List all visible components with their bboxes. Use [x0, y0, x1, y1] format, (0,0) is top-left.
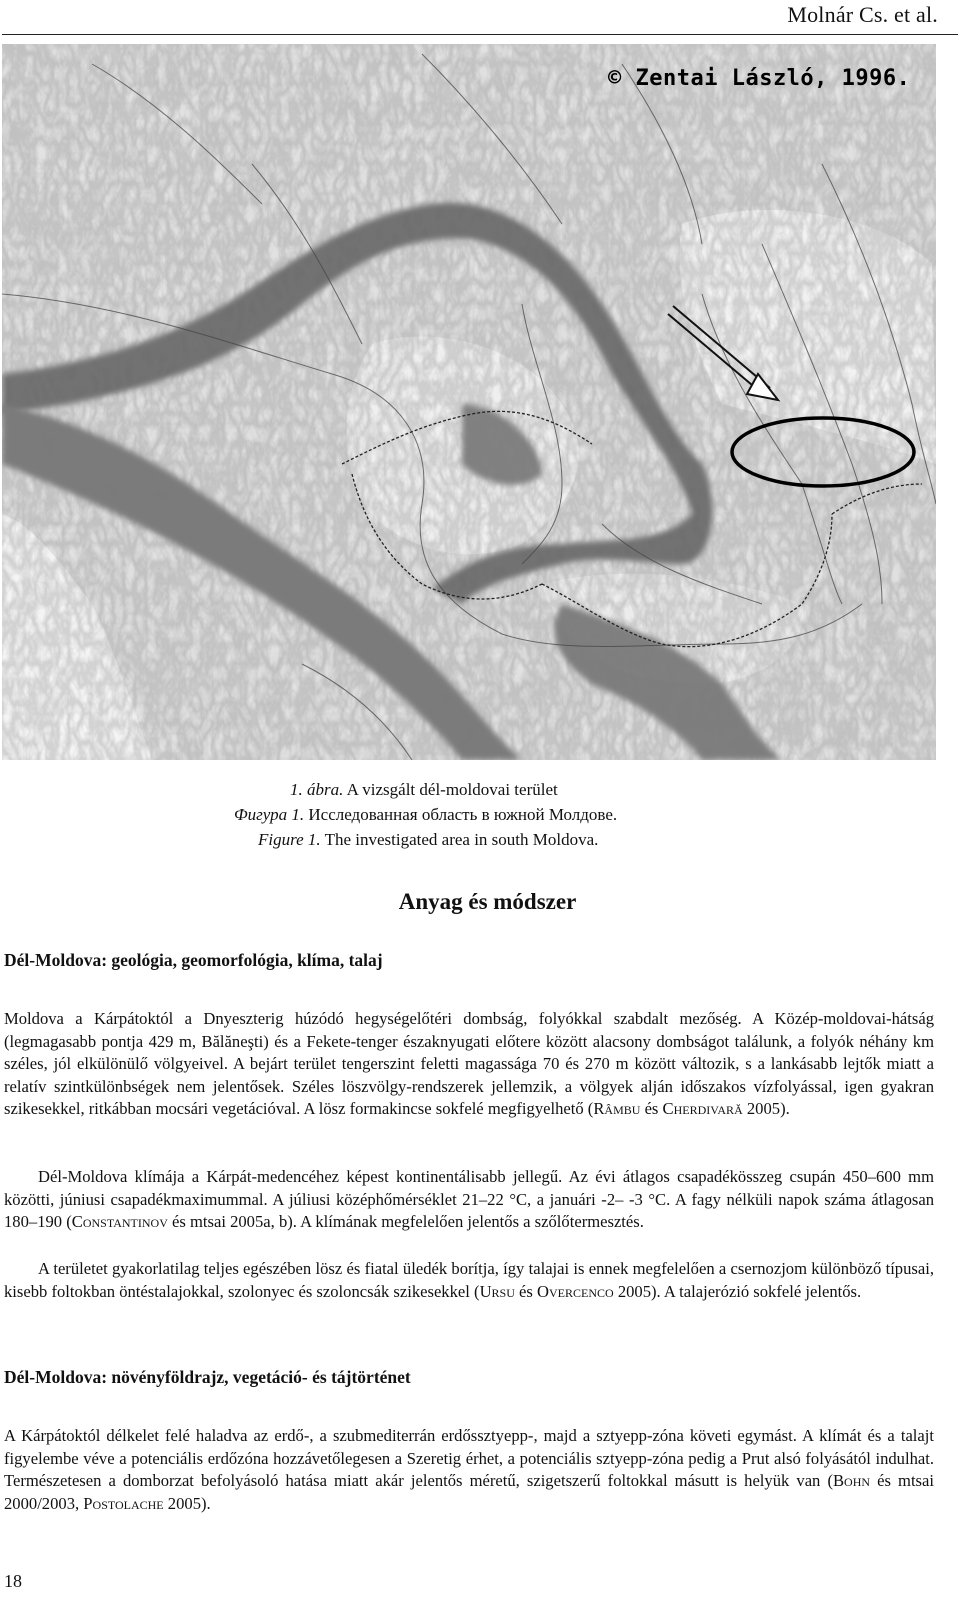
- subheading-vegetation: Dél-Moldova: növényföldrajz, vegetáció- és tájtörténet: [4, 1367, 411, 1387]
- caption-ru-label: Фигура 1.: [234, 805, 305, 824]
- caption-hu-text: A vizsgált dél-moldovai terület: [343, 780, 558, 799]
- relief-map: [2, 44, 936, 760]
- caption-english: [0, 830, 960, 850]
- citation-ursu: Ursu: [479, 1281, 515, 1301]
- caption-hungarian: [0, 780, 960, 800]
- p3-text-b: és: [514, 1281, 538, 1301]
- p3-text-a: A területet gyakorlatilag teljes egészében lösz és fiatal üledék borítja, így talajai is ennek megfelelően a csernozjom különböző típusai, kisebb foltokban öntéstalajokkal, szolonyec és szoloncsák szikesekkel (: [4, 1259, 934, 1301]
- paragraph-vegetation: [4, 1425, 934, 1515]
- p1-text-a: Moldova a Kárpátoktól a Dnyeszterig húzódó hegységelőtéri dombság, folyókkal szabdalt mezőség. A Közép-moldovai-hátság (legmagasabb pontja 429 m, Bălăneşti) és a Fekete-tenger északnyugati előtere között alacsony dombságot találunk, a folyók néhány km széles, jól elkülönülő völgyeivel. A bejárt terület tengerszint feletti magassága 70 és 270 m között változik, s a lankásabb lejtők miatt a relatív szintkülönbségek nem jelentősek. Széles löszvölgy-rendszerek jellemzik, a völgyek alján időszakos vízfolyással, igen gyakran szikesekkel, ritkábban mocsári vegetációval. A lösz formakincse sokfelé megfigyelhető (: [4, 1009, 934, 1119]
- header-rule: [2, 34, 958, 35]
- caption-en-label: Figure 1.: [258, 830, 321, 849]
- citation-bohn: Bohn: [832, 1471, 871, 1491]
- p4-text-b: és mtsai 2000/2003,: [4, 1471, 934, 1513]
- map-credit: © Zentai László, 1996.: [608, 66, 911, 91]
- p2-text-a: Dél-Moldova klímája a Kárpát-medencéhez képest kontinentálisabb jellegű. Az évi átlagos csapadékösszeg csupán 450–600 mm közötti, júniusi csapadékmaximummal. A júliusi középhőmérséklet 21–22 °C, a januári -2– -3 °C. A fagy nélküli napok száma átlagosan 180–190 (: [4, 1167, 934, 1232]
- p3-text-c: 2005). A talajerózió sokfelé jelentős.: [613, 1281, 862, 1301]
- citation-overcenco: Overcenco: [537, 1281, 614, 1301]
- caption-russian: [0, 805, 960, 825]
- citation-cherdivara: Cherdivară: [662, 1099, 743, 1119]
- paragraph-soil: [4, 1258, 934, 1303]
- section-title: Anyag és módszer: [398, 889, 577, 914]
- p4-text-a: A Kárpátoktól délkelet felé haladva az erdő-, a szubmediterrán erdőssztyepp-, majd a sztyepp-zóna követi egymást. A klímát és a talajt figyelembe véve a potenciális erdőzóna hozzávetőlegesen a Szeretig érhet, a potenciális sztyepp-zóna pedig a Prut alsó folyásától indulhat. Természetesen a domborzat befolyásoló hatása miatt akár jelentős méretű, szigetszerű foltokkal másutt is helyük van (: [4, 1426, 934, 1491]
- running-head: Molnár Cs. et al.: [787, 2, 938, 27]
- caption-ru-text: Исследованная область в южной Молдове.: [304, 805, 618, 824]
- caption-hu-label: 1. ábra.: [290, 780, 344, 799]
- caption-en-text: The investigated area in south Moldova.: [320, 830, 599, 849]
- citation-rambu: Râmbu: [593, 1099, 641, 1119]
- p2-text-b: és mtsai 2005a, b). A klímának megfelelően jelentős a szőlőtermesztés.: [167, 1212, 644, 1232]
- citation-constantinov: Constantinov: [71, 1212, 168, 1232]
- p4-text-c: 2005).: [163, 1493, 211, 1513]
- relief-map-drawing: [2, 44, 936, 760]
- p1-text-c: 2005).: [742, 1099, 790, 1119]
- page-number: 18: [4, 1571, 22, 1591]
- paragraph-climate: [4, 1166, 934, 1234]
- p1-text-b: és: [640, 1099, 663, 1119]
- subheading-geology: Dél-Moldova: geológia, geomorfológia, klíma, talaj: [4, 950, 383, 970]
- citation-postolache: Postolache: [83, 1493, 164, 1513]
- relief-shading: [2, 44, 936, 760]
- paragraph-moldova-geomorphology: [4, 1008, 934, 1121]
